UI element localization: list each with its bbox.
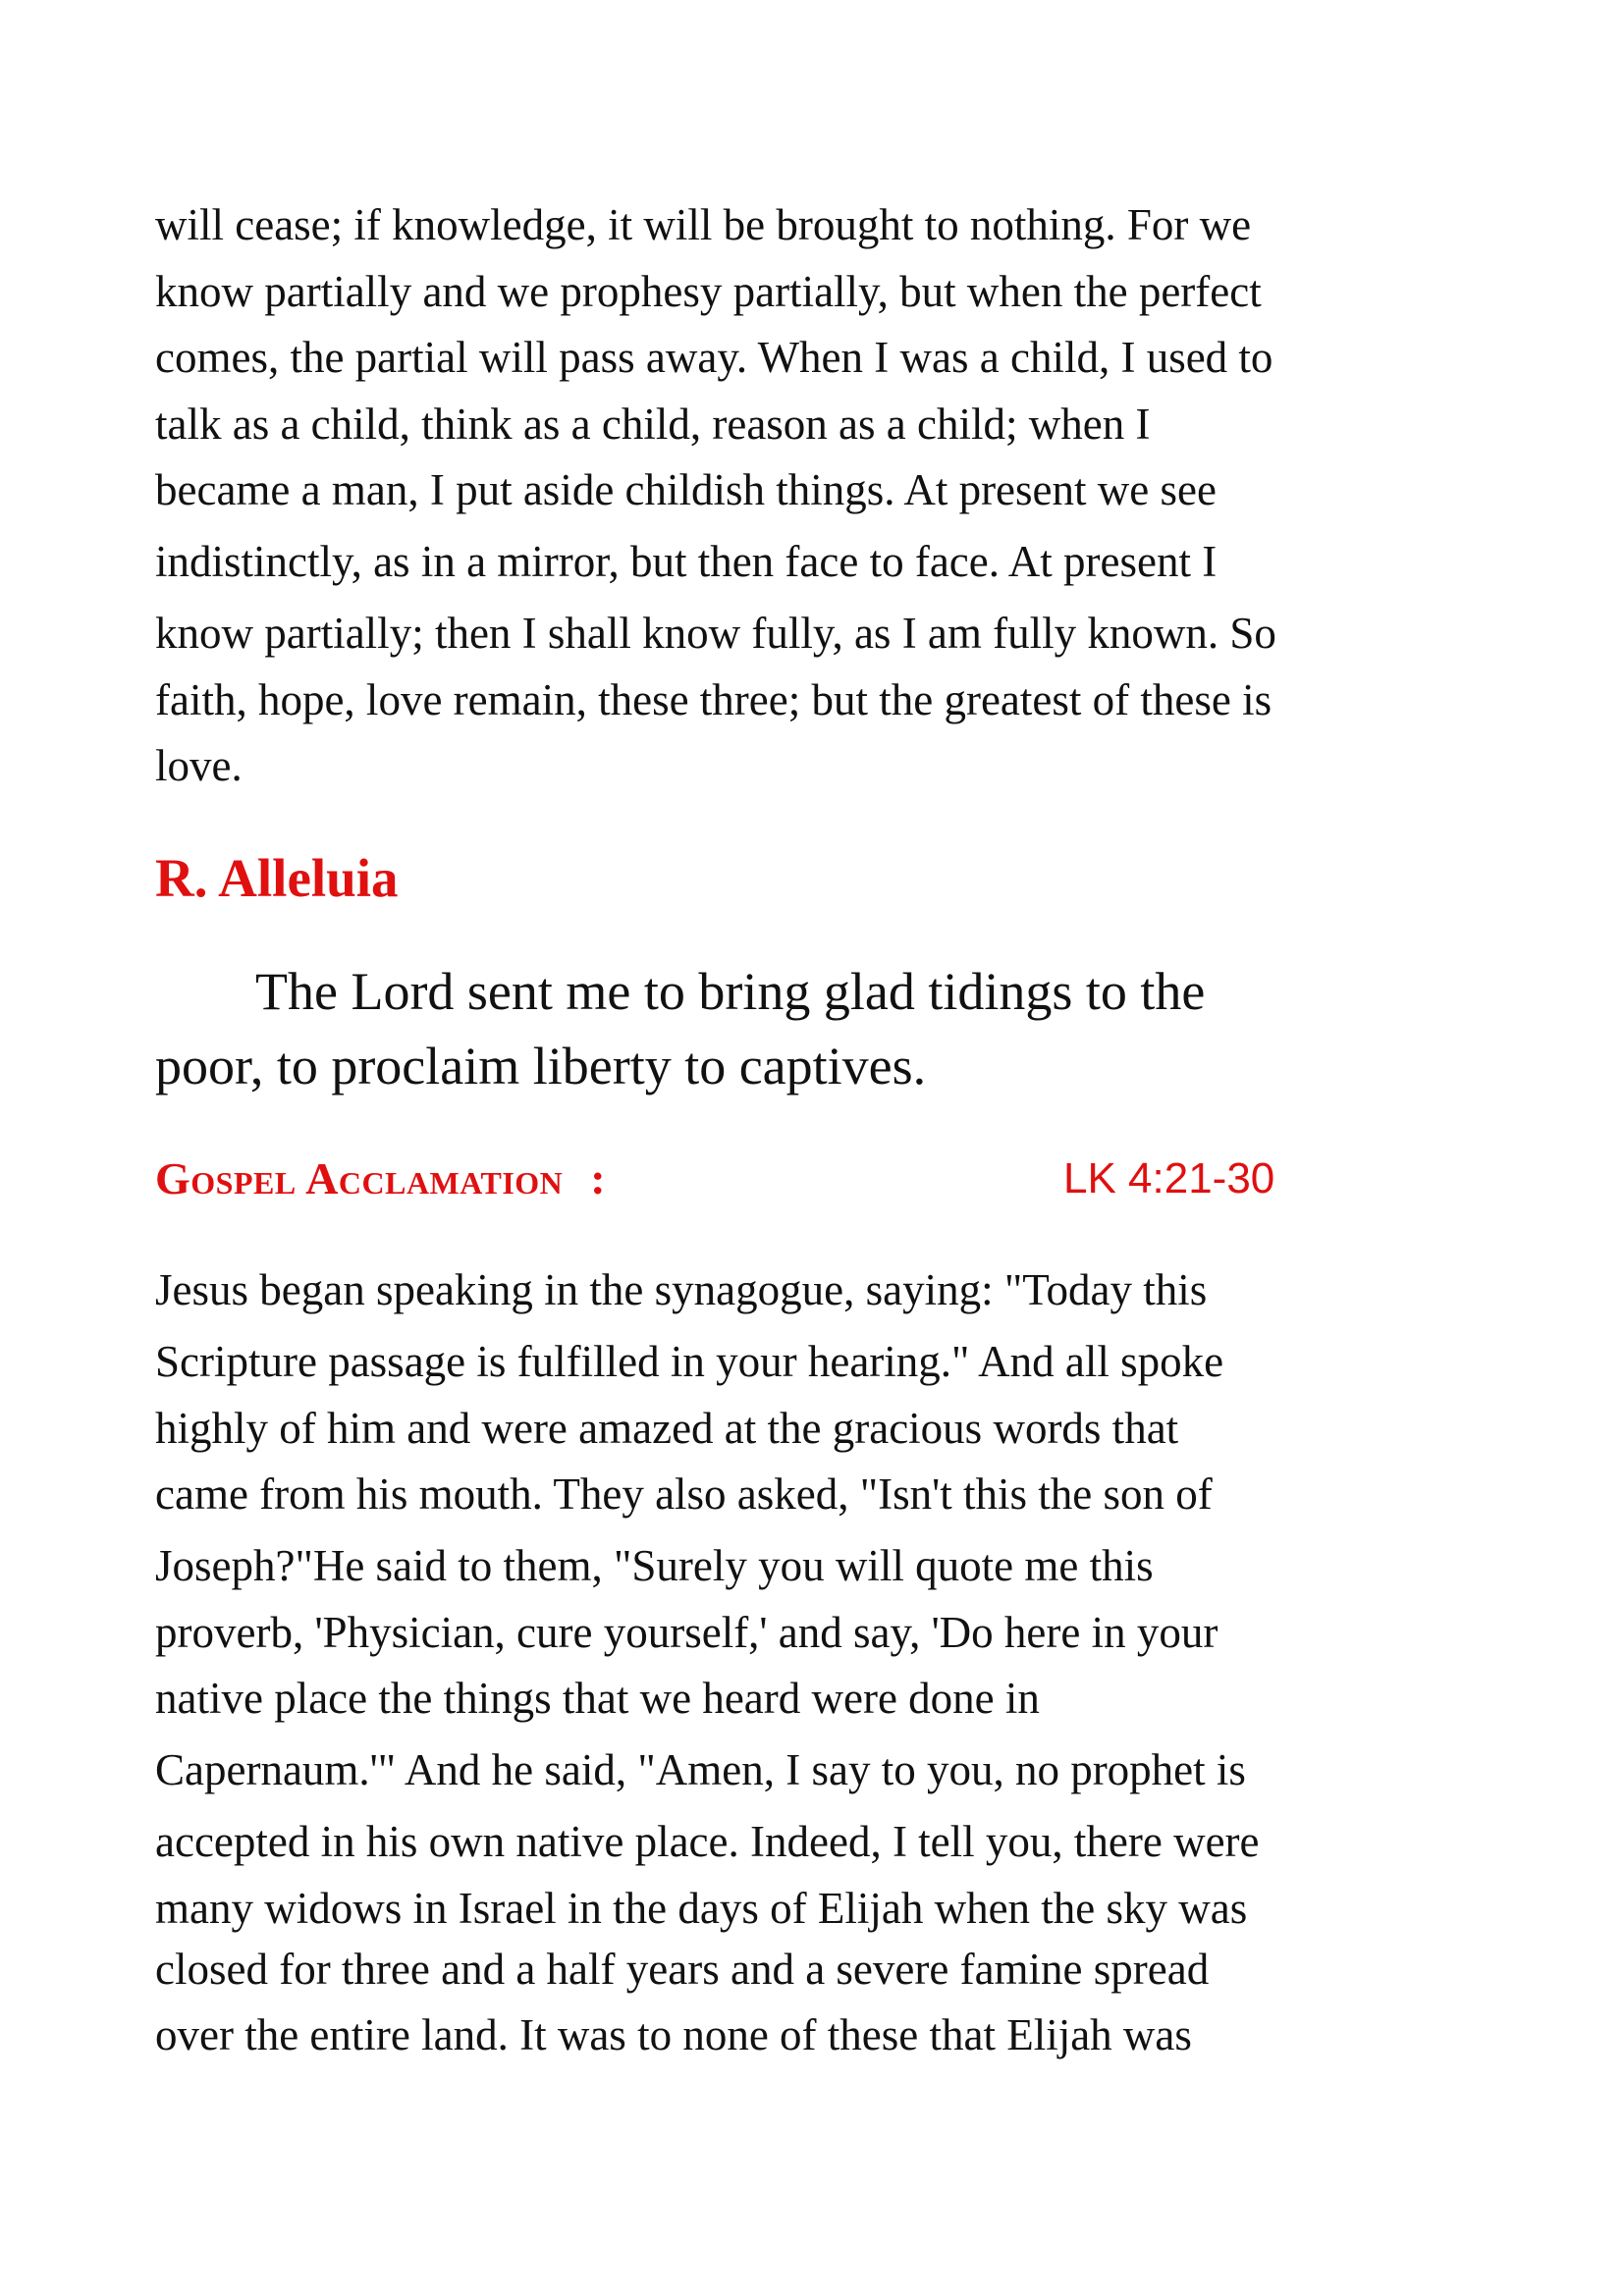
gospel-reference: LK 4:21-30 — [1063, 1154, 1275, 1202]
gospel-line: proverb, 'Physician, cure yourself,' and say, 'Do here in your — [155, 1608, 1218, 1657]
gospel-line: Scripture passage is fulfilled in your hearing." And all spoke — [155, 1337, 1224, 1386]
gospel-line: Joseph?"He said to them, "Surely you will quote me this — [155, 1541, 1154, 1590]
reading-line: know partially; then I shall know fully, as I am fully known. So — [155, 609, 1276, 658]
reading-line: will cease; if knowledge, it will be brought to nothing. For we — [155, 200, 1252, 249]
gospel-line: many widows in Israel in the days of Elijah when the sky was — [155, 1884, 1248, 1933]
gospel-line: over the entire land. It was to none of these that Elijah was — [155, 2010, 1192, 2059]
gospel-line: native place the things that we heard were done in — [155, 1674, 1040, 1723]
reading-line: love. — [155, 741, 243, 790]
reading-line: faith, hope, love remain, these three; but the greatest of these is — [155, 675, 1272, 724]
alleluia-heading: R. Alleluia — [155, 848, 399, 908]
reading-continuation — [155, 189, 1276, 802]
gospel-heading: Gospel Acclamation — [155, 1153, 564, 1203]
alleluia-verse — [155, 954, 1205, 1103]
gospel-line: highly of him and were amazed at the gracious words that — [155, 1404, 1179, 1453]
gospel-line: accepted in his own native place. Indeed, I tell you, there were — [155, 1817, 1260, 1866]
verse-line: poor, to proclaim liberty to captives. — [155, 1037, 927, 1095]
gospel-line: Jesus began speaking in the synagogue, saying: "Today this — [155, 1265, 1208, 1314]
reading-line: know partially and we prophesy partially, but when the perfect — [155, 267, 1262, 316]
gospel-line: came from his mouth. They also asked, "Isn't this the son of — [155, 1469, 1213, 1519]
reading-line: comes, the partial will pass away. When I was a child, I used to — [155, 333, 1273, 382]
gospel-heading-colon: : — [590, 1153, 607, 1203]
reading-line: became a man, I put aside childish things. At present we see — [155, 465, 1217, 514]
reading-line: talk as a child, think as a child, reason as a child; when I — [155, 400, 1151, 449]
gospel-line: Capernaum.'" And he said, "Amen, I say to you, no prophet is — [155, 1745, 1246, 1794]
verse-line: The Lord sent me to bring glad tidings to the — [255, 962, 1206, 1021]
reading-line: indistinctly, as in a mirror, but then face to face. At present I — [155, 537, 1218, 586]
gospel-heading-row — [155, 1145, 606, 1213]
gospel-line: closed for three and a half years and a severe famine spread — [155, 1945, 1210, 1994]
gospel-text — [155, 1255, 1260, 2071]
